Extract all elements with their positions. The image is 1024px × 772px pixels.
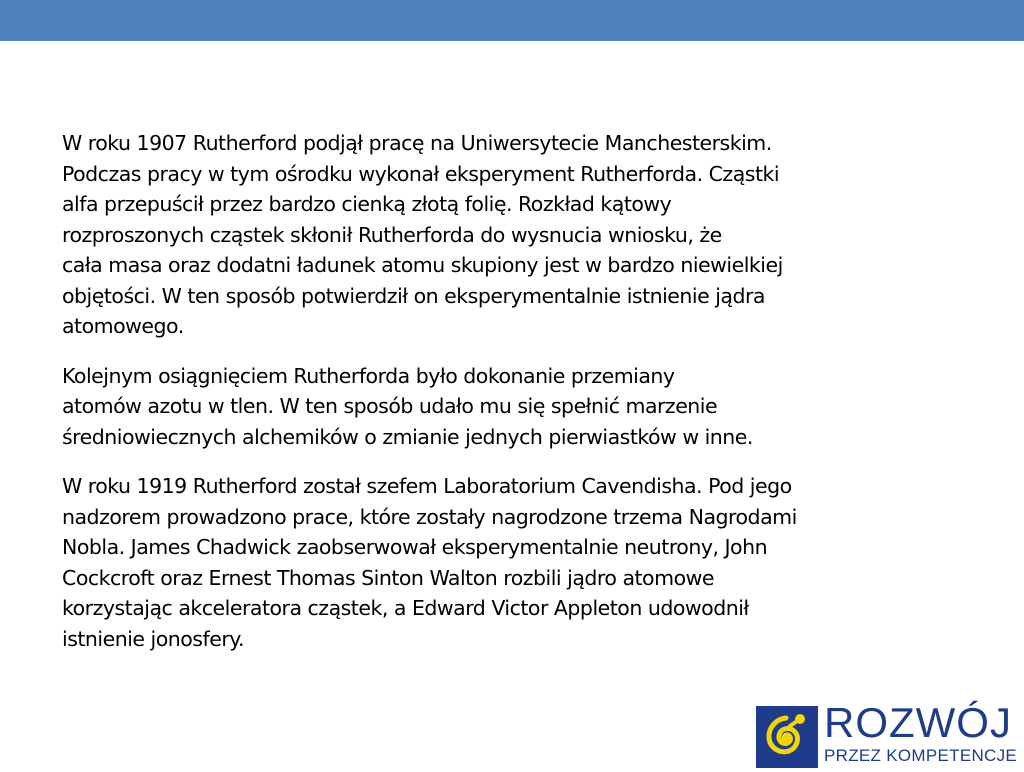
rozwoj-spiral-logo-icon: [756, 706, 818, 768]
text-line: Kolejnym osiągnięciem Rutherforda było dokonanie przemiany: [62, 363, 675, 388]
text-line: objętości. W ten sposób potwierdził on eksperymentalnie istnienie jądra: [62, 283, 765, 308]
text-line: cała masa oraz dodatni ładunek atomu skupiony jest w bardzo niewielkiej: [62, 253, 783, 277]
rozwoj-logo: [756, 700, 1024, 768]
text-line: rozproszonych cząstek skłonił Rutherforda do wysnucia wniosku, że: [62, 222, 722, 247]
text-line: Nobla. James Chadwick zaobserwował eksperymentalnie neutrony, John: [62, 535, 768, 559]
text-line: Cockcroft oraz Ernest Thomas Sinton Walton rozbili jądro atomowe: [62, 565, 714, 590]
paragraph-3: [62, 471, 962, 654]
text-line: atomów azotu w tlen. W ten sposób udało mu się spełnić marzenie: [62, 394, 718, 418]
text-line: średniowiecznych alchemików o zmianie jednych pierwiastków w inne.: [62, 424, 753, 449]
text-line: nadzorem prowadzono prace, które zostały nagrodzone trzema Nagrodami: [62, 504, 797, 529]
paragraph-2: [62, 361, 962, 453]
text-line: korzystając akceleratora cząstek, a Edward Victor Appleton udowodnił: [62, 596, 749, 620]
text-line: atomowego.: [62, 314, 184, 338]
text-line: Podczas pracy w tym ośrodku wykonał eksperyment Rutherforda. Cząstki: [62, 161, 780, 186]
slide-body: [62, 128, 962, 673]
top-accent-bar: [0, 0, 1024, 41]
text-line: istnienie jonosfery.: [62, 626, 244, 651]
text-line: W roku 1919 Rutherford został szefem Laboratorium Cavendisha. Pod jego: [62, 474, 792, 498]
logo-title: ROZWÓJ: [824, 699, 1012, 746]
paragraph-1: [62, 128, 962, 342]
logo-subtitle: PRZEZ KOMPETENCJE: [824, 746, 1018, 765]
text-line: W roku 1907 Rutherford podjął pracę na Uniwersytecie Manchesterskim.: [62, 131, 772, 155]
text-line: alfa przepuścił przez bardzo cienką złotą folię. Rozkład kątowy: [62, 192, 672, 216]
